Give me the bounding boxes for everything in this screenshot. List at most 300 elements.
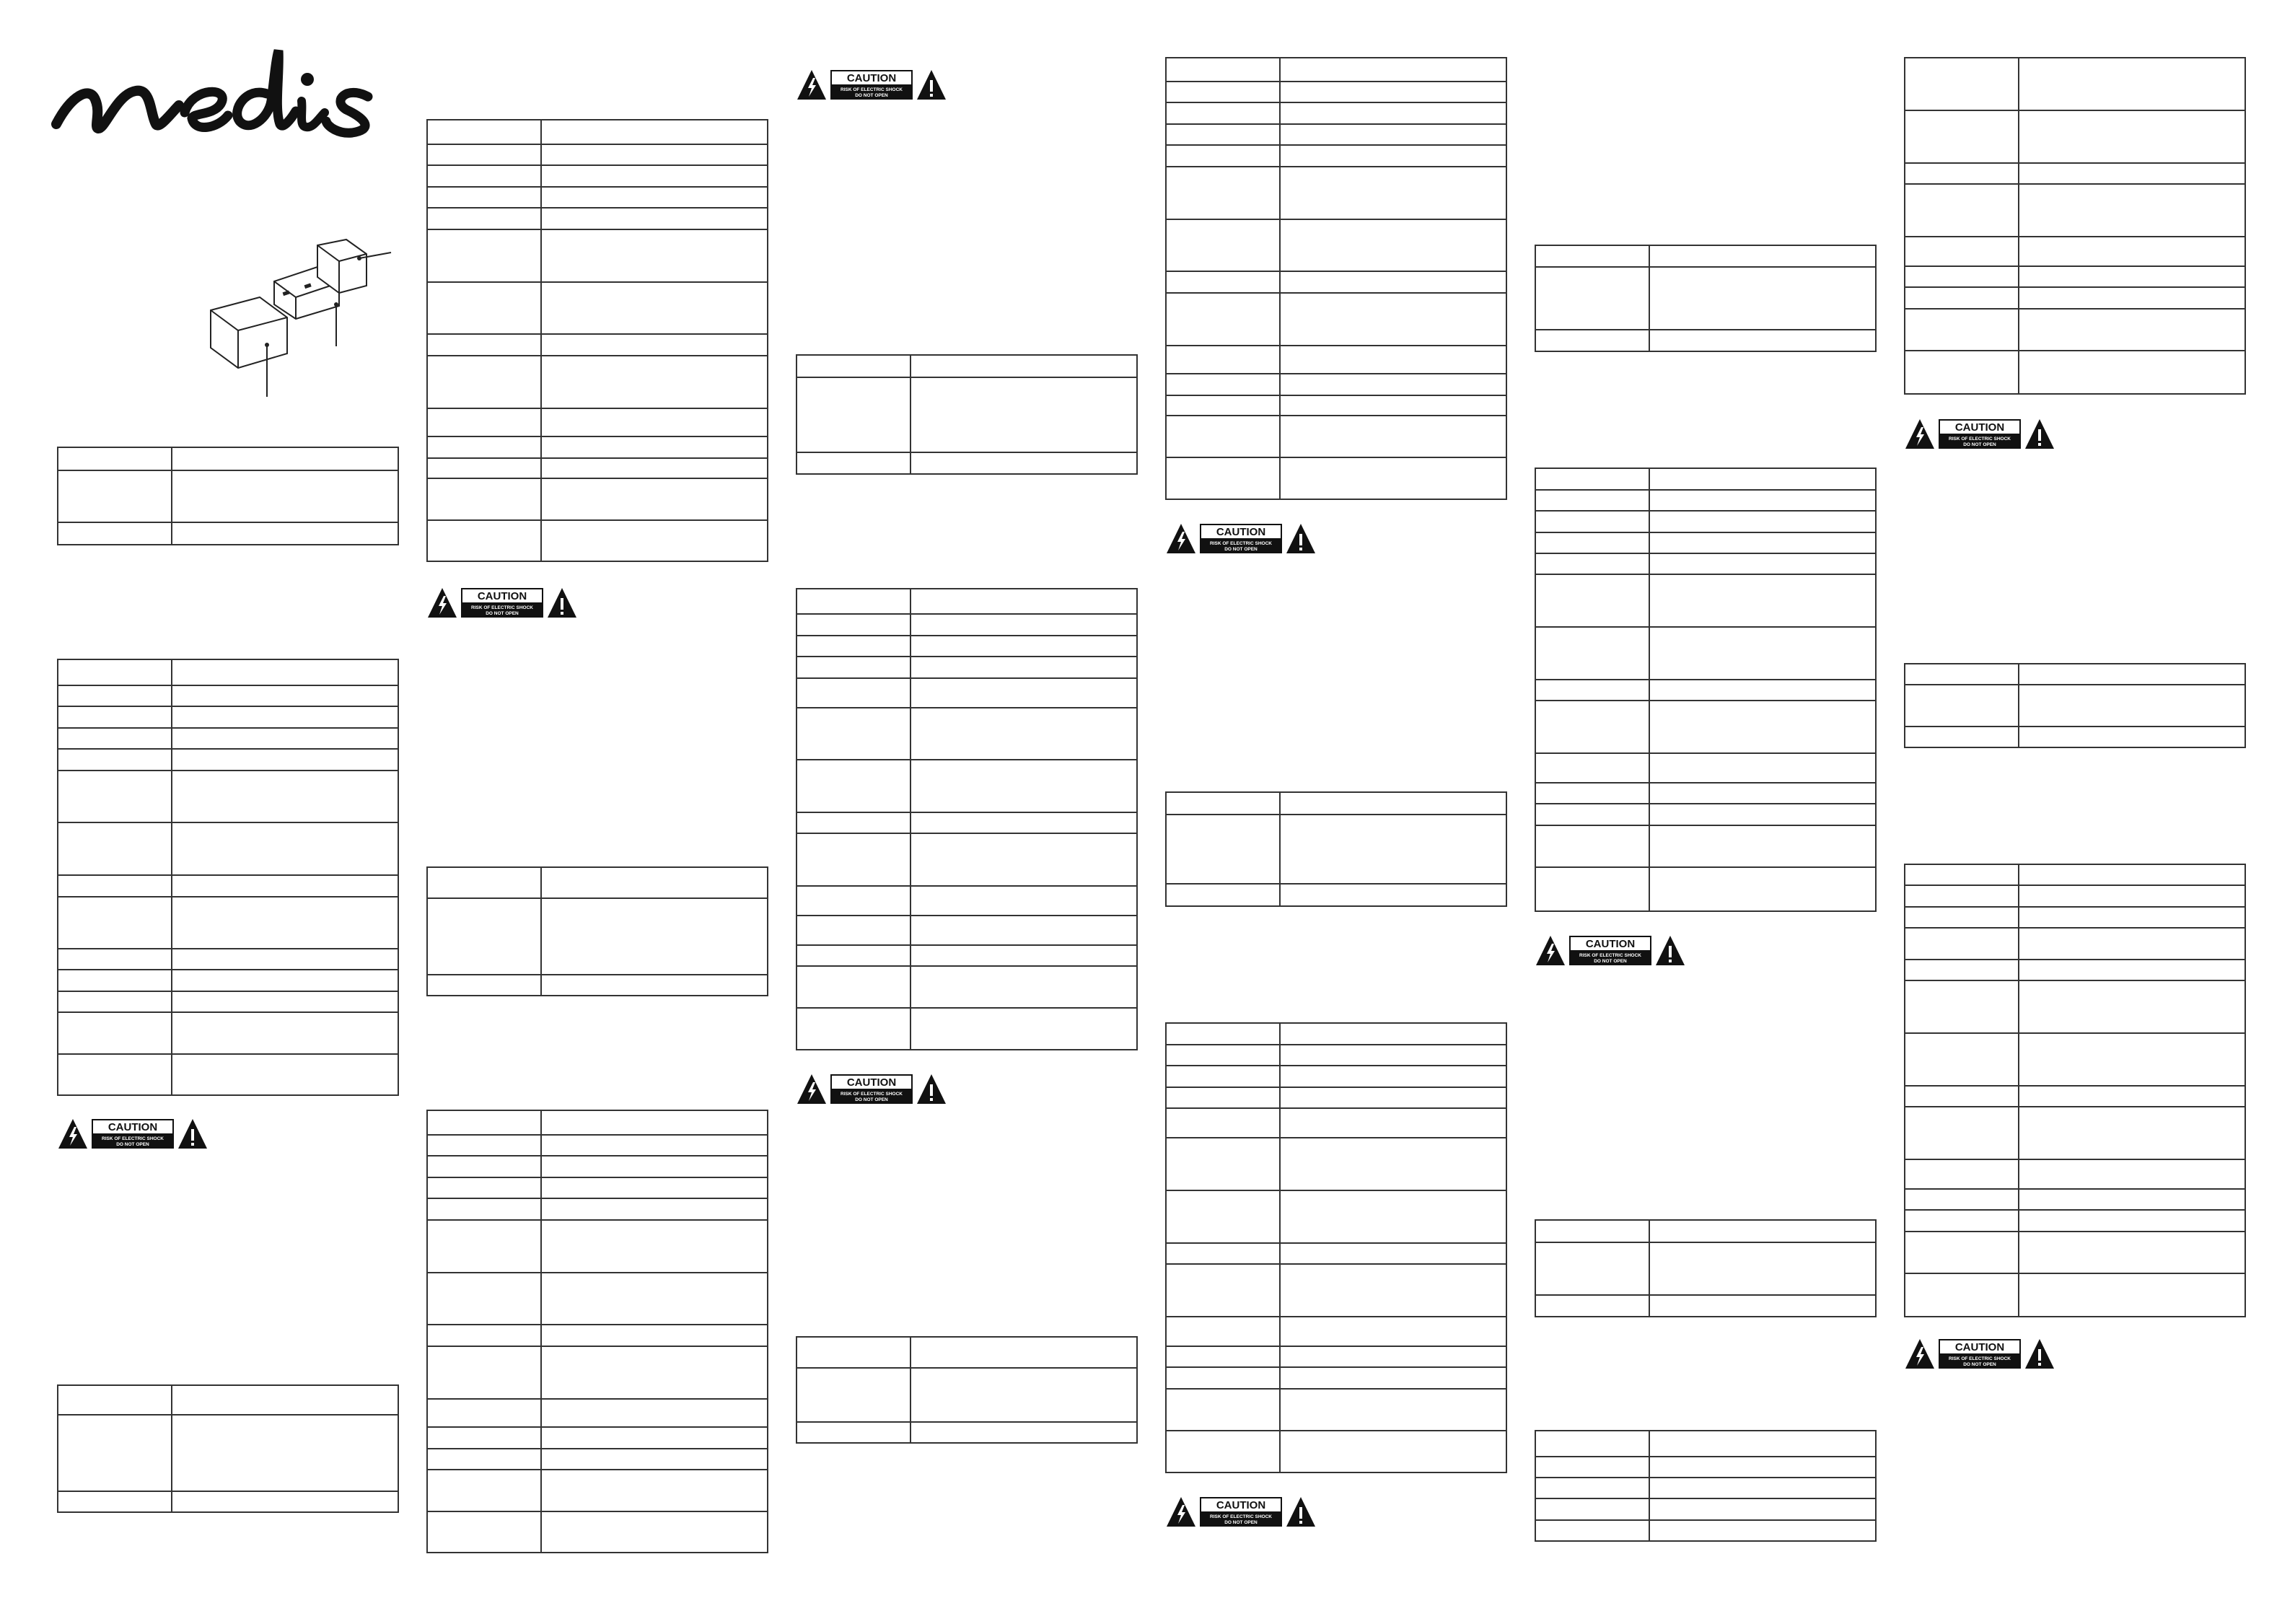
table-cell — [58, 728, 172, 749]
table-cell — [1905, 58, 2019, 110]
table-cell — [1166, 1264, 1280, 1317]
table-cell — [2019, 1210, 2245, 1232]
table-cell — [910, 589, 1137, 614]
table-row — [1166, 792, 1506, 815]
caution-line2: DO NOT OPEN — [1963, 442, 1996, 447]
table-cell — [2019, 237, 2245, 266]
table-row — [58, 970, 398, 991]
table-row — [1166, 1264, 1506, 1317]
table-cell — [1905, 309, 2019, 351]
spec-table — [1535, 468, 1877, 912]
exclamation-warning-icon — [548, 588, 576, 618]
table-row — [427, 1449, 768, 1470]
table-cell — [797, 678, 910, 708]
table-row — [1166, 1066, 1506, 1087]
table-cell — [427, 120, 541, 144]
caution-line2: DO NOT OPEN — [1224, 1520, 1258, 1525]
table-cell — [1280, 1264, 1506, 1317]
table-cell — [172, 728, 398, 749]
table-row — [58, 1491, 398, 1512]
table-cell — [910, 1337, 1137, 1368]
spec-table — [1535, 1430, 1877, 1542]
table-cell — [1280, 374, 1506, 395]
table-cell — [1649, 1498, 1876, 1520]
table-cell — [2019, 1232, 2245, 1273]
table-cell — [427, 520, 541, 561]
table-cell — [541, 520, 768, 561]
table-cell — [1280, 1108, 1506, 1138]
table-cell — [427, 478, 541, 520]
table-row — [1166, 416, 1506, 457]
table-row — [1166, 1045, 1506, 1066]
table-cell — [541, 144, 768, 165]
spec-table — [1904, 57, 2246, 395]
table-cell — [1535, 701, 1649, 753]
table-cell — [172, 447, 398, 470]
table-row — [797, 708, 1137, 760]
table-cell — [2019, 907, 2245, 928]
table-cell — [1166, 1138, 1280, 1190]
table-row — [1905, 1210, 2245, 1232]
table-row — [1535, 1295, 1876, 1317]
table-cell — [58, 1012, 172, 1054]
table-cell — [1535, 1295, 1649, 1317]
table-cell — [427, 1110, 541, 1135]
exclamation-warning-icon — [1286, 1497, 1315, 1527]
table-row — [1166, 395, 1506, 416]
table-cell — [541, 1325, 768, 1346]
table-cell — [1649, 532, 1876, 553]
table-row — [427, 458, 768, 478]
table-cell — [427, 436, 541, 458]
table-cell — [797, 1422, 910, 1443]
table-cell — [910, 1368, 1137, 1422]
caution-line2: DO NOT OPEN — [855, 93, 888, 98]
table-row — [427, 165, 768, 187]
table-row — [1905, 685, 2245, 727]
table-cell — [541, 898, 768, 975]
table-row — [58, 522, 398, 545]
table-row — [427, 282, 768, 334]
table-cell — [797, 812, 910, 833]
table-cell — [1280, 346, 1506, 374]
table-cell — [172, 1385, 398, 1415]
table-cell — [1905, 1232, 2019, 1273]
exclamation-warning-icon — [1286, 524, 1315, 553]
spec-table — [796, 354, 1138, 475]
table-row — [1905, 237, 2245, 266]
table-cell — [1535, 804, 1649, 825]
table-cell — [427, 867, 541, 898]
table-cell — [797, 657, 910, 678]
table-row — [58, 875, 398, 897]
table-row — [1535, 1498, 1876, 1520]
table-cell — [58, 1491, 172, 1512]
table-cell — [1166, 58, 1280, 82]
table-cell — [797, 636, 910, 657]
table-cell — [2019, 58, 2245, 110]
table-cell — [541, 1511, 768, 1553]
table-row — [1166, 58, 1506, 82]
table-row — [427, 144, 768, 165]
table-cell — [1280, 1389, 1506, 1431]
table-cell — [541, 1399, 768, 1427]
table-cell — [1280, 145, 1506, 167]
table-cell — [427, 1198, 541, 1220]
table-row — [427, 1198, 768, 1220]
table-cell — [541, 478, 768, 520]
table-row — [1535, 1220, 1876, 1242]
spec-table — [1165, 57, 1507, 500]
table-cell — [58, 659, 172, 685]
table-row — [1905, 980, 2245, 1033]
table-row — [1535, 1478, 1876, 1498]
table-row — [427, 1346, 768, 1399]
table-cell — [1649, 511, 1876, 532]
table-cell — [172, 970, 398, 991]
table-cell — [910, 355, 1137, 377]
table-cell — [797, 1008, 910, 1050]
table-cell — [2019, 184, 2245, 237]
table-row — [427, 1470, 768, 1511]
table-cell — [2019, 351, 2245, 394]
table-cell — [2019, 980, 2245, 1033]
caution-line2: DO NOT OPEN — [1963, 1362, 1996, 1367]
table-row — [1166, 1346, 1506, 1367]
table-cell — [541, 1156, 768, 1177]
table-cell — [1280, 1367, 1506, 1389]
table-row — [427, 478, 768, 520]
table-row — [797, 636, 1137, 657]
table-cell — [2019, 685, 2245, 727]
table-cell — [1166, 416, 1280, 457]
table-row — [1535, 330, 1876, 351]
table-row — [797, 886, 1137, 916]
caution-label — [426, 586, 578, 620]
table-cell — [2019, 664, 2245, 685]
table-row — [1166, 1138, 1506, 1190]
table-cell — [910, 966, 1137, 1008]
table-row — [1905, 907, 2245, 928]
table-cell — [58, 1385, 172, 1415]
table-cell — [58, 875, 172, 897]
table-cell — [1649, 245, 1876, 267]
table-cell — [797, 966, 910, 1008]
electric-shock-warning-icon — [797, 70, 826, 100]
table-row — [427, 1427, 768, 1449]
table-row — [58, 822, 398, 875]
table-cell — [2019, 287, 2245, 309]
spec-table — [1904, 864, 2246, 1317]
exclamation-warning-icon — [917, 1074, 946, 1104]
table-cell — [1905, 980, 2019, 1033]
table-row — [797, 589, 1137, 614]
table-row — [1535, 468, 1876, 490]
table-cell — [172, 685, 398, 706]
table-cell — [427, 187, 541, 208]
table-cell — [172, 897, 398, 949]
caution-title: CAUTION — [846, 72, 897, 84]
table-row — [1166, 293, 1506, 346]
table-row — [797, 945, 1137, 966]
table-row — [797, 833, 1137, 886]
caution-label — [796, 1072, 947, 1107]
table-row — [58, 728, 398, 749]
table-row — [1535, 753, 1876, 783]
table-row — [1905, 960, 2245, 980]
table-cell — [1905, 685, 2019, 727]
table-row — [1535, 267, 1876, 330]
table-cell — [427, 1511, 541, 1553]
spec-table — [57, 659, 399, 1096]
table-row — [1905, 1086, 2245, 1107]
table-cell — [1166, 1243, 1280, 1264]
table-cell — [1905, 1086, 2019, 1107]
table-row — [427, 898, 768, 975]
table-cell — [1280, 167, 1506, 219]
table-row — [1535, 1457, 1876, 1478]
table-cell — [541, 1346, 768, 1399]
table-row — [1905, 1159, 2245, 1189]
table-cell — [1535, 1478, 1649, 1498]
caution-label — [1165, 1495, 1317, 1529]
caution-line1: RISK OF ELECTRIC SHOCK — [841, 1092, 903, 1097]
table-row — [427, 520, 768, 561]
table-row — [1905, 309, 2245, 351]
table-cell — [541, 1135, 768, 1156]
table-row — [1166, 457, 1506, 499]
exclamation-warning-icon — [917, 70, 946, 100]
table-row — [58, 897, 398, 949]
table-cell — [1649, 1431, 1876, 1457]
caution-line2: DO NOT OPEN — [855, 1097, 888, 1102]
table-cell — [1166, 395, 1280, 416]
table-row — [1905, 1189, 2245, 1210]
table-cell — [2019, 309, 2245, 351]
table-cell — [172, 706, 398, 728]
table-cell — [1535, 1431, 1649, 1457]
table-row — [427, 120, 768, 144]
table-cell — [910, 1008, 1137, 1050]
table-cell — [427, 1177, 541, 1198]
table-row — [1166, 884, 1506, 906]
table-cell — [1649, 867, 1876, 911]
table-row — [427, 356, 768, 408]
table-cell — [427, 408, 541, 436]
table-cell — [1649, 330, 1876, 351]
table-cell — [1280, 1190, 1506, 1243]
table-row — [1905, 664, 2245, 685]
table-row — [427, 975, 768, 996]
table-cell — [1535, 627, 1649, 680]
table-cell — [2019, 1189, 2245, 1210]
caution-line1: RISK OF ELECTRIC SHOCK — [1210, 541, 1272, 546]
table-row — [58, 685, 398, 706]
table-row — [58, 659, 398, 685]
table-cell — [1905, 960, 2019, 980]
table-row — [58, 949, 398, 970]
table-row — [58, 991, 398, 1012]
table-cell — [427, 1427, 541, 1449]
table-row — [797, 678, 1137, 708]
table-cell — [2019, 1159, 2245, 1189]
table-cell — [1280, 1023, 1506, 1045]
table-cell — [541, 436, 768, 458]
table-cell — [58, 771, 172, 822]
spec-table — [1165, 1022, 1507, 1473]
table-cell — [58, 949, 172, 970]
caution-line2: DO NOT OPEN — [116, 1142, 149, 1147]
table-cell — [1280, 102, 1506, 124]
table-cell — [1166, 457, 1280, 499]
table-row — [1166, 815, 1506, 884]
table-cell — [1905, 237, 2019, 266]
table-cell — [1905, 266, 2019, 287]
table-cell — [2019, 1273, 2245, 1317]
table-row — [797, 1337, 1137, 1368]
table-cell — [2019, 864, 2245, 885]
exclamation-warning-icon — [178, 1119, 207, 1149]
table-cell — [910, 886, 1137, 916]
table-cell — [427, 229, 541, 282]
table-cell — [541, 408, 768, 436]
table-row — [1166, 82, 1506, 102]
caution-title: CAUTION — [1954, 1341, 2005, 1353]
table-cell — [1649, 574, 1876, 627]
table-row — [427, 229, 768, 282]
table-cell — [1280, 884, 1506, 906]
exclamation-warning-icon — [2025, 1339, 2054, 1369]
table-cell — [427, 1135, 541, 1156]
table-cell — [1905, 885, 2019, 907]
table-row — [1166, 271, 1506, 293]
table-cell — [1280, 416, 1506, 457]
table-row — [427, 1156, 768, 1177]
table-cell — [1166, 815, 1280, 884]
table-row — [1905, 1033, 2245, 1086]
table-cell — [541, 334, 768, 356]
table-cell — [910, 377, 1137, 452]
table-cell — [910, 657, 1137, 678]
table-cell — [1166, 1023, 1280, 1045]
table-cell — [1649, 1457, 1876, 1478]
table-cell — [58, 447, 172, 470]
table-cell — [2019, 110, 2245, 163]
table-cell — [1166, 1389, 1280, 1431]
table-cell — [541, 1177, 768, 1198]
table-row — [1535, 680, 1876, 701]
table-cell — [1166, 271, 1280, 293]
table-cell — [427, 1273, 541, 1325]
table-cell — [797, 833, 910, 886]
table-cell — [1905, 1033, 2019, 1086]
table-cell — [1166, 346, 1280, 374]
table-row — [427, 1511, 768, 1553]
table-row — [427, 1325, 768, 1346]
table-cell — [2019, 1086, 2245, 1107]
table-cell — [2019, 266, 2245, 287]
electric-shock-warning-icon — [1536, 936, 1565, 965]
table-cell — [541, 120, 768, 144]
table-cell — [1535, 1242, 1649, 1295]
table-row — [797, 1008, 1137, 1050]
table-cell — [1280, 1138, 1506, 1190]
table-cell — [172, 771, 398, 822]
table-row — [58, 470, 398, 522]
table-cell — [1280, 1045, 1506, 1066]
table-cell — [1280, 82, 1506, 102]
table-cell — [2019, 960, 2245, 980]
caution-line2: DO NOT OPEN — [486, 611, 519, 616]
table-cell — [910, 1422, 1137, 1443]
nedis-logo — [51, 43, 390, 152]
table-row — [797, 1368, 1137, 1422]
table-cell — [1280, 293, 1506, 346]
table-row — [797, 966, 1137, 1008]
table-cell — [1905, 1189, 2019, 1210]
table-cell — [910, 452, 1137, 474]
table-cell — [1166, 1087, 1280, 1108]
table-cell — [541, 356, 768, 408]
caution-line2: DO NOT OPEN — [1224, 547, 1258, 552]
table-cell — [1535, 1520, 1649, 1541]
table-cell — [797, 1337, 910, 1368]
table-cell — [1649, 1295, 1876, 1317]
table-cell — [58, 970, 172, 991]
electric-shock-warning-icon — [1167, 1497, 1195, 1527]
table-cell — [172, 659, 398, 685]
caution-title: CAUTION — [1216, 1499, 1266, 1511]
table-cell — [58, 897, 172, 949]
table-row — [797, 812, 1137, 833]
table-row — [797, 355, 1137, 377]
table-cell — [1905, 727, 2019, 747]
table-cell — [541, 1470, 768, 1511]
caution-line1: RISK OF ELECTRIC SHOCK — [1210, 1514, 1272, 1519]
table-cell — [541, 187, 768, 208]
exclamation-warning-icon — [2025, 419, 2054, 449]
table-row — [1166, 167, 1506, 219]
table-row — [427, 1220, 768, 1273]
table-row — [1905, 928, 2245, 960]
table-cell — [2019, 885, 2245, 907]
caution-label — [1535, 934, 1686, 968]
table-row — [797, 657, 1137, 678]
table-cell — [910, 812, 1137, 833]
table-row — [58, 706, 398, 728]
table-cell — [797, 760, 910, 812]
table-cell — [172, 1415, 398, 1491]
spec-table — [1535, 1219, 1877, 1317]
spec-table — [796, 588, 1138, 1050]
table-cell — [427, 458, 541, 478]
table-row — [1535, 627, 1876, 680]
table-cell — [1535, 783, 1649, 804]
table-cell — [1166, 374, 1280, 395]
table-cell — [1535, 245, 1649, 267]
table-cell — [1166, 792, 1280, 815]
table-cell — [1280, 792, 1506, 815]
spec-table — [426, 119, 768, 562]
table-row — [1905, 110, 2245, 163]
table-cell — [1280, 1346, 1506, 1367]
table-row — [797, 760, 1137, 812]
table-cell — [1905, 664, 2019, 685]
table-row — [58, 1385, 398, 1415]
table-row — [58, 771, 398, 822]
table-cell — [58, 822, 172, 875]
table-cell — [1649, 627, 1876, 680]
